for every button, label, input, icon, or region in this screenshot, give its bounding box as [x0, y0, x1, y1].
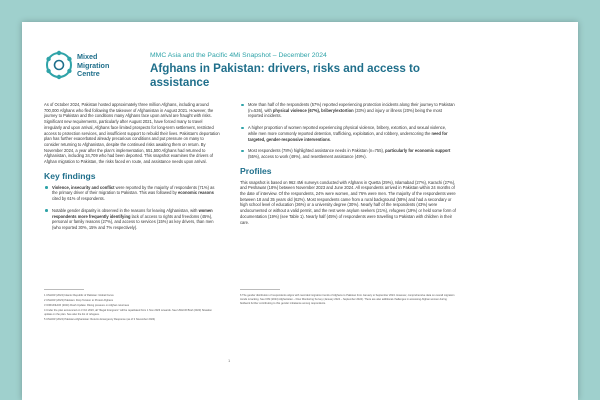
profiles-paragraph: This snapshot is based on 962 4Mi surveys conducted with Afghans in Quetta (29%), Islamabad (27%), Karachi (27%), and Peshawar (18%) between November 2023 and June 2024. All respondents arrived in Pakistan within 24 months of the date of interview. Of the respondents, 24% were women, and 76% were men. The majority of the respondents were between 18 and 35 years old (62%). Most respondents came from a rural background (58%) and had a secondary or high school level of education (36%) or a university degree (30%). Nearly half of the respondents (43%) were undocumented or without a valid permit, and the rest were asylum seekers (21%), refugees (19%) or held some form of documentation (19%) (see Table 1). Nearly half (45%) of respondents were travelling to Pakistan with children in their care.: [240, 179, 456, 225]
key-findings-list: [44, 185, 220, 231]
snapshot-subtitle: MMC Asia and the Pacific 4Mi Snapshot – December 2024: [150, 52, 327, 59]
finding-item: Violence, insecurity and conflict were reported by the majority of respondents (71%) as the primary driver of their migration to Pakistan. This was followed by economic reasons cited by 61% of respondents.: [44, 185, 220, 202]
logo-wordmark: Mixed Migration Centre: [77, 52, 110, 79]
findings-continued-list: [240, 102, 456, 160]
footnote: 6 The gender distribution of respondents aligns with recorded migration trends of Afghans to Pakistan from January to September 2024. However, comprehensive data on overall migration trends is lacking. See IOM (2024) Afghanistan – Flow Monitoring Survey (January 2024 – September 2024). There are also additional challenges in accessing Afghan women during fieldwork further contributing to this gender imbalance among respondents.: [240, 294, 455, 305]
profiles-heading: Profiles: [240, 165, 272, 176]
mmc-logo-icon: [44, 50, 74, 80]
footnote: 2 UNHCR (2023) Pakistan: Drop Tension to Protect Afghans: [44, 298, 114, 302]
finding-item: A higher proportion of women reported experiencing physical violence, bribery, extortion, and sexual violence, while men more commonly reported detention, trafficking, exploitation, and robbery, underscoring the need for targeted, gender-responsive interventions.: [240, 125, 456, 142]
footnote-divider: [44, 289, 84, 290]
mmc-logo: [44, 50, 164, 84]
finding-item: Most respondents (78%) highlighted assistance needs in Pakistan (n=755), particularly for economic support (55%), access to work (49%), and resettlement assistance (49%).: [240, 148, 456, 159]
footnote: 4 Under the plan announced on 3 Oct 2023, all "illegal foreigners" will be repatriated from 1 Nov 2023 onwards. See UNHCR Brief (2023) Situation update on the plan. See also the list of refugees.: [44, 308, 212, 316]
page-title: Afghans in Pakistan: drivers, risks and access to assistance: [150, 62, 420, 89]
footnote: 3 IOM/UNHCR (2024) Flash Update: Rising pressure on Afghan returnees: [44, 303, 130, 307]
page-number: 1: [228, 358, 231, 363]
key-findings-heading: Key findings: [44, 170, 96, 181]
footnote-divider: [240, 289, 280, 290]
finding-item: Notable gender disparity is observed in the reasons for leaving Afghanistan, with women respondents more frequently identifying lack of access to rights and freedoms (45%), personal or family reasons (27%), and access to services (15%) as key drivers, than men (who reported 30%, 15% and 7% respectively).: [44, 208, 220, 231]
footnote: 5 UNHCR (2024) Pakistan-Afghanistan: Returns Emergency Response (as of 3 November 2024): [44, 317, 156, 321]
left-column: [44, 102, 220, 237]
intro-paragraph: As of October 2024, Pakistan hosted approximately three million Afghans, including around 700,000 Afghans who fled following the takeover of Afghanistan in August 2021. However, the journey to Pakistan and the conditions many Afghans face upon arrival are fraught with risks. Significant new requirements, particularly after August 2021, have forced many to travel irregularly and upon arrival, Afghans face limited prospects for long-term settlement, restricted access to protection services, and insufficient support to rebuild their lives. Pakistan's deportation plan has further exacerbated already precarious conditions and put pressure on many to consider returning to Afghanistan, despite the continued risks awaiting them on return. By November 2024, a year after the plan's implementation, 551,500 Afghans had returned to Afghanistan, including 34,709 who had been deported. This snapshot examines the drivers of Afghan migration to Pakistan, the risks faced en route, and assistance needs upon arrival.: [44, 102, 220, 165]
right-column: [240, 102, 456, 231]
footnote: 1 UNHCR (2024) Islamic Republic of Pakistan: Global Focus: [44, 294, 114, 297]
footnotes-right: [240, 294, 456, 307]
footnotes-left: [44, 294, 220, 322]
document-page: [22, 22, 578, 400]
finding-item: More than half of the respondents (57%) reported experiencing protection incidents along their journey to Pakistan (n=536), with physical violence (67%), bribery/extortion (33%) and injury or illness (20%) being the most reported incidents.: [240, 102, 456, 119]
